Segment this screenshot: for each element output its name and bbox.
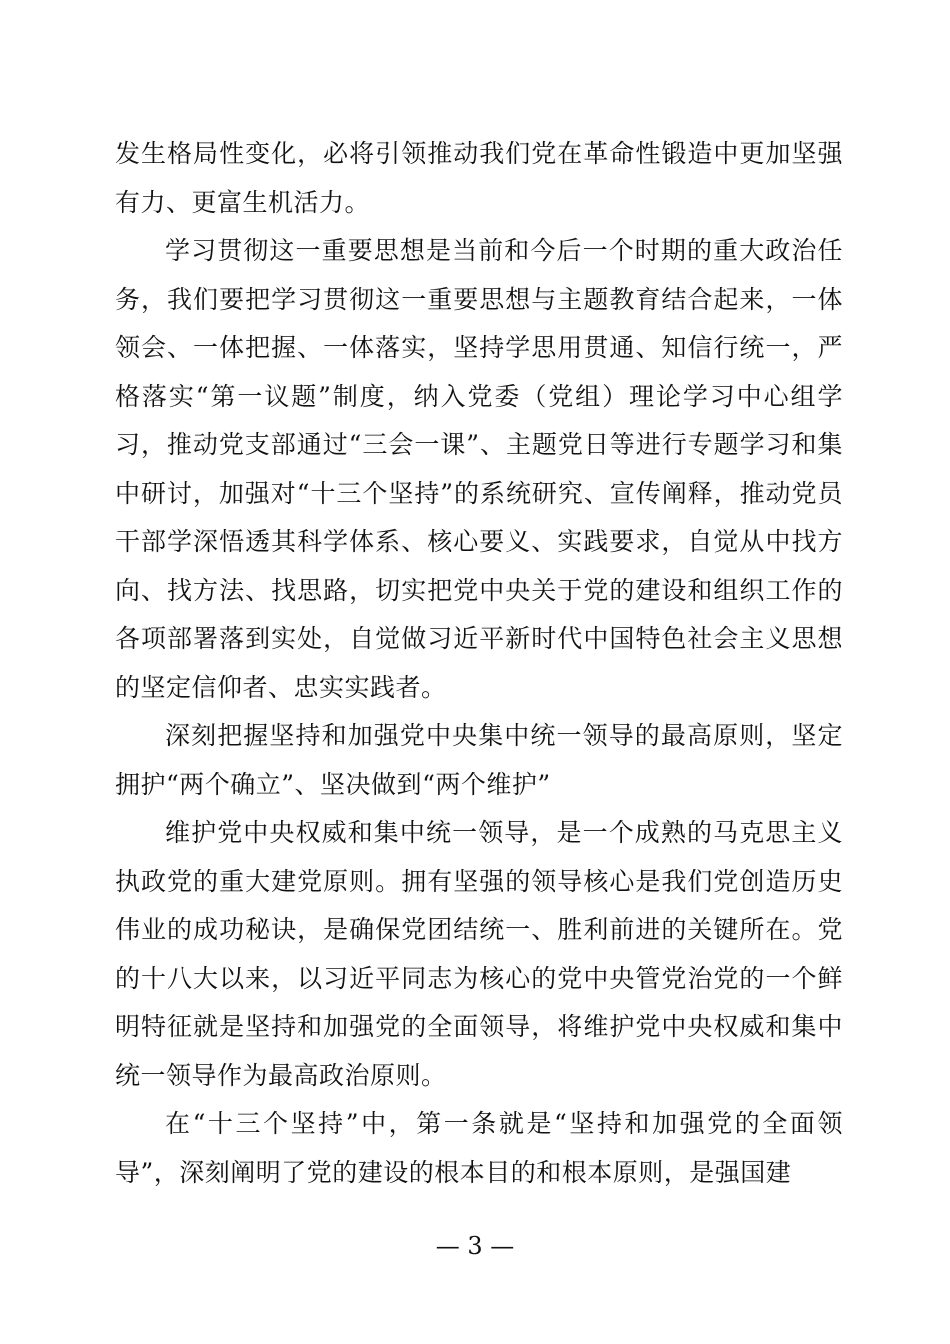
paragraph-1: 发生格局性变化，必将引领推动我们党在革命性锻造中更加坚强有力、更富生机活力。	[115, 139, 843, 217]
page-number: — 3 —	[435, 1232, 515, 1260]
paragraph-3: 维护党中央权威和集中统一领导，是一个成熟的马克思主义执政党的重大建党原则。拥有坚强的领导核心是我们党创造历史伟业的成功秘诀，是确保党团结统一、胜利前进的关键所在。党的十八大以来，以习近平同志为核心的党中央管党治党的一个鲜明特征就是坚持和加强党的全面领导，将维护党中央权威和集中统一领导作为最高政治原则。	[115, 818, 843, 1090]
paragraph-2: 学习贯彻这一重要思想是当前和今后一个时期的重大政治任务，我们要把学习贯彻这一重要思想与主题教育结合起来，一体领会、一体把握、一体落实，坚持学思用贯通、知信行统一，严格落实“第一议题”制度，纳入党委（党组）理论学习中心组学习，推动党支部通过“三会一课”、主题党日等进行专题学习和集中研讨，加强对“十三个坚持”的系统研究、宣传阐释，推动党员干部学深悟透其科学体系、核心要义、实践要求，自觉从中找方向、找方法、找思路，切实把党中央关于党的建设和组织工作的各项部署落到实处，自觉做习近平新时代中国特色社会主义思想的坚定信仰者、忠实实践者。	[115, 236, 843, 702]
document-body	[115, 130, 843, 1197]
paragraph-4: 在“十三个坚持”中，第一条就是“坚持和加强党的全面领导”，深刻阐明了党的建设的根本目的和根本原则，是强国建	[115, 1109, 843, 1187]
section-heading: 深刻把握坚持和加强党中央集中统一领导的最高原则，坚定拥护“两个确立”、坚决做到“两个维护”	[115, 721, 843, 799]
